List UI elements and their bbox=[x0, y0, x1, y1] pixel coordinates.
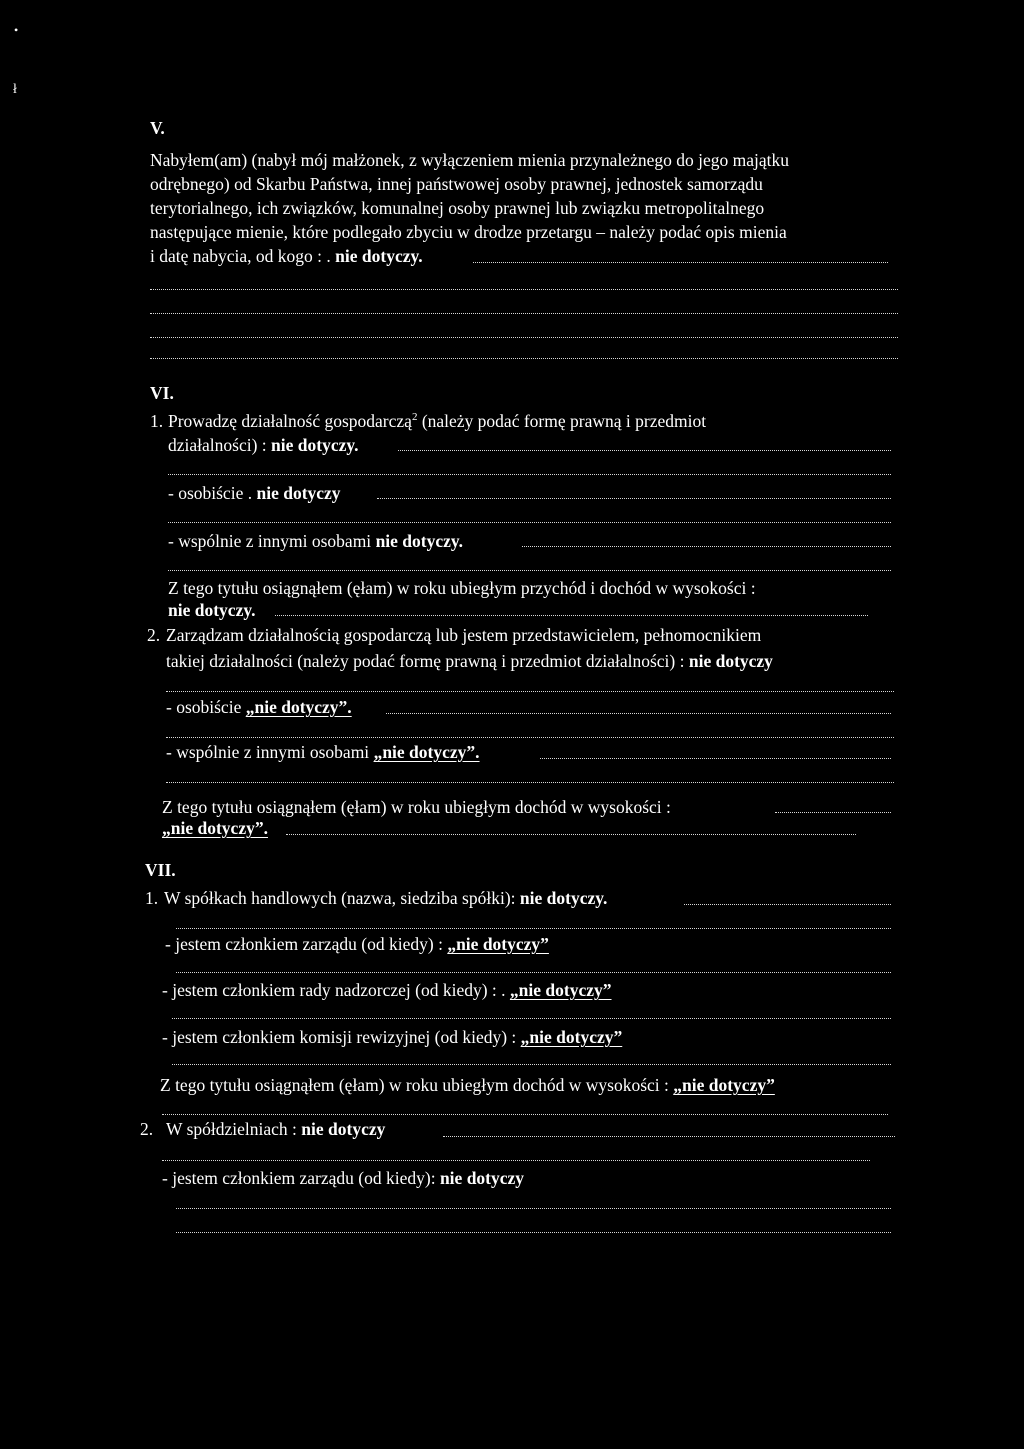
footnote-ref: 2 bbox=[411, 411, 418, 424]
section-v-line-1: Nabyłem(am) (nabył mój małżonek, z wyłączeniem mienia przynależnego do jego majątku bbox=[150, 150, 789, 170]
dotted-fill-line bbox=[522, 546, 891, 547]
audit-value: „nie dotyczy” bbox=[520, 1027, 623, 1047]
section-vi-p2-line-1: Zarządzam działalnością gospodarczą lub jestem przedstawicielem, pełnomocnikiem bbox=[166, 625, 762, 645]
section-vii-p1-number: 1. bbox=[145, 888, 159, 908]
supervisory-label: - jestem członkiem rady nadzorczej (od kiedy) : . bbox=[162, 980, 510, 1000]
section-vii-heading: VII. bbox=[145, 860, 176, 880]
section-vi-p1-line-2-prefix: działalności) : bbox=[168, 435, 272, 455]
section-vi-p1-answer: nie dotyczy. bbox=[271, 435, 359, 455]
personally-value: nie dotyczy bbox=[256, 483, 341, 503]
dotted-fill-line bbox=[540, 758, 891, 759]
scan-speck-side: ł bbox=[13, 82, 17, 97]
section-vii-audit bbox=[162, 1027, 622, 1047]
dotted-answer-line bbox=[166, 737, 894, 738]
section-vi-p2-line-2-prefix: takiej działalności (należy podać formę prawną i przedmiot działalności) : bbox=[166, 651, 689, 671]
scan-speck-top: • bbox=[14, 23, 19, 37]
dotted-fill-line bbox=[443, 1136, 895, 1137]
section-vi-p1-income-value: nie dotyczy. bbox=[168, 600, 256, 620]
section-vi-p2-jointly bbox=[166, 742, 480, 762]
dotted-fill-line bbox=[386, 713, 891, 714]
section-vi-p2-line-2 bbox=[166, 651, 773, 671]
section-vi-p1-line-1 bbox=[168, 411, 706, 431]
jointly-value: nie dotyczy. bbox=[375, 531, 464, 551]
dotted-answer-line bbox=[150, 289, 898, 290]
section-vii-p2-prefix: W spółdzielniach : bbox=[166, 1119, 302, 1139]
section-vii-p1-line bbox=[164, 888, 607, 908]
section-v-line-5 bbox=[150, 246, 423, 266]
section-vi-p2-personally bbox=[166, 697, 352, 717]
personally-label: - osobiście . bbox=[168, 483, 257, 503]
dotted-answer-line bbox=[168, 522, 891, 523]
section-vi-p2-line-2-value: nie dotyczy bbox=[688, 651, 773, 671]
dotted-answer-line bbox=[176, 972, 891, 973]
dotted-fill-line bbox=[398, 450, 891, 451]
personally-value: „nie dotyczy”. bbox=[245, 697, 352, 717]
dotted-answer-line bbox=[172, 1018, 891, 1019]
dotted-fill-line bbox=[286, 834, 856, 835]
section-vi-p1-personally bbox=[168, 483, 341, 503]
section-v-line-2: odrębnego) od Skarbu Państwa, innej państwowej osoby prawnej, jednostek samorządu bbox=[150, 174, 763, 194]
dotted-fill-line bbox=[377, 498, 891, 499]
dotted-answer-line bbox=[176, 1232, 891, 1233]
income-label: Z tego tytułu osiągnąłem (ęłam) w roku ubiegłym dochód w wysokości : bbox=[160, 1075, 674, 1095]
section-vi-p1-text-cont: (należy podać formę prawną i przedmiot bbox=[417, 411, 707, 431]
section-vi-p1-text: Prowadzę działalność gospodarczą bbox=[168, 411, 412, 431]
section-v-answer: nie dotyczy. bbox=[335, 246, 423, 266]
section-v-heading: V. bbox=[150, 118, 165, 138]
jointly-label: - wspólnie z innymi osobami bbox=[168, 531, 376, 551]
section-vi-p1-income: Z tego tytułu osiągnąłem (ęłam) w roku ubiegłym przychód i dochód w wysokości : bbox=[168, 578, 756, 598]
dotted-fill-line bbox=[775, 812, 891, 813]
audit-label: - jestem członkiem komisji rewizyjnej (od kiedy) : bbox=[162, 1027, 521, 1047]
section-v-line-4: następujące mienie, które podlegało zbyciu w drodze przetargu – należy podać opis mienia bbox=[150, 222, 787, 242]
section-vii-p1-prefix: W spółkach handlowych (nazwa, siedziba spółki): bbox=[164, 888, 520, 908]
section-v-line-3: terytorialnego, ich związków, komunalnej osoby prawnej lub związku metropolitalnego bbox=[150, 198, 765, 218]
income-value: „nie dotyczy” bbox=[673, 1075, 775, 1095]
dotted-fill-line bbox=[275, 615, 868, 616]
section-vii-p2-board bbox=[162, 1168, 524, 1188]
section-vii-p2-answer: nie dotyczy bbox=[301, 1119, 386, 1139]
section-vi-p2-income: Z tego tytułu osiągnąłem (ęłam) w roku ubiegłym dochód w wysokości : bbox=[162, 797, 671, 817]
section-vi-p1-line-2 bbox=[168, 435, 359, 455]
section-vii-p1-answer: nie dotyczy. bbox=[519, 888, 608, 908]
section-vi-p2-income-value: „nie dotyczy”. bbox=[162, 818, 268, 838]
personally-label: - osobiście bbox=[166, 697, 246, 717]
dotted-answer-line bbox=[150, 337, 898, 338]
section-vi-heading: VI. bbox=[150, 383, 174, 403]
section-vii-p2-line bbox=[166, 1119, 385, 1139]
section-vii-income bbox=[160, 1075, 775, 1095]
jointly-value: „nie dotyczy”. bbox=[373, 742, 480, 762]
dotted-fill-line bbox=[684, 904, 891, 905]
dotted-answer-line bbox=[162, 1114, 888, 1115]
section-vi-p1-jointly bbox=[168, 531, 463, 551]
jointly-label: - wspólnie z innymi osobami bbox=[166, 742, 374, 762]
dotted-answer-line bbox=[172, 1064, 891, 1065]
board-label: - jestem członkiem zarządu (od kiedy) : bbox=[165, 934, 448, 954]
section-vii-supervisory bbox=[162, 980, 612, 1000]
board-value: nie dotyczy bbox=[439, 1168, 525, 1188]
dotted-answer-line bbox=[162, 1160, 870, 1161]
section-vi-p1-number: 1. bbox=[150, 411, 164, 431]
dotted-answer-line bbox=[150, 313, 898, 314]
section-vii-board bbox=[165, 934, 549, 954]
dotted-answer-line bbox=[176, 1208, 891, 1209]
board-label: - jestem członkiem zarządu (od kiedy): bbox=[162, 1168, 440, 1188]
section-v-line-5-prefix: i datę nabycia, od kogo : . bbox=[150, 246, 336, 266]
section-vi-p2-number: 2. bbox=[147, 625, 161, 645]
dotted-answer-line bbox=[168, 570, 891, 571]
dotted-fill-line bbox=[473, 262, 888, 263]
board-value: „nie dotyczy” bbox=[447, 934, 549, 954]
dotted-answer-line bbox=[168, 474, 891, 475]
supervisory-value: „nie dotyczy” bbox=[509, 980, 612, 1000]
dotted-answer-line bbox=[166, 691, 894, 692]
section-vii-p2-number: 2. bbox=[140, 1119, 154, 1139]
dotted-answer-line bbox=[150, 358, 898, 359]
dotted-answer-line bbox=[166, 782, 894, 783]
dotted-answer-line bbox=[176, 928, 891, 929]
